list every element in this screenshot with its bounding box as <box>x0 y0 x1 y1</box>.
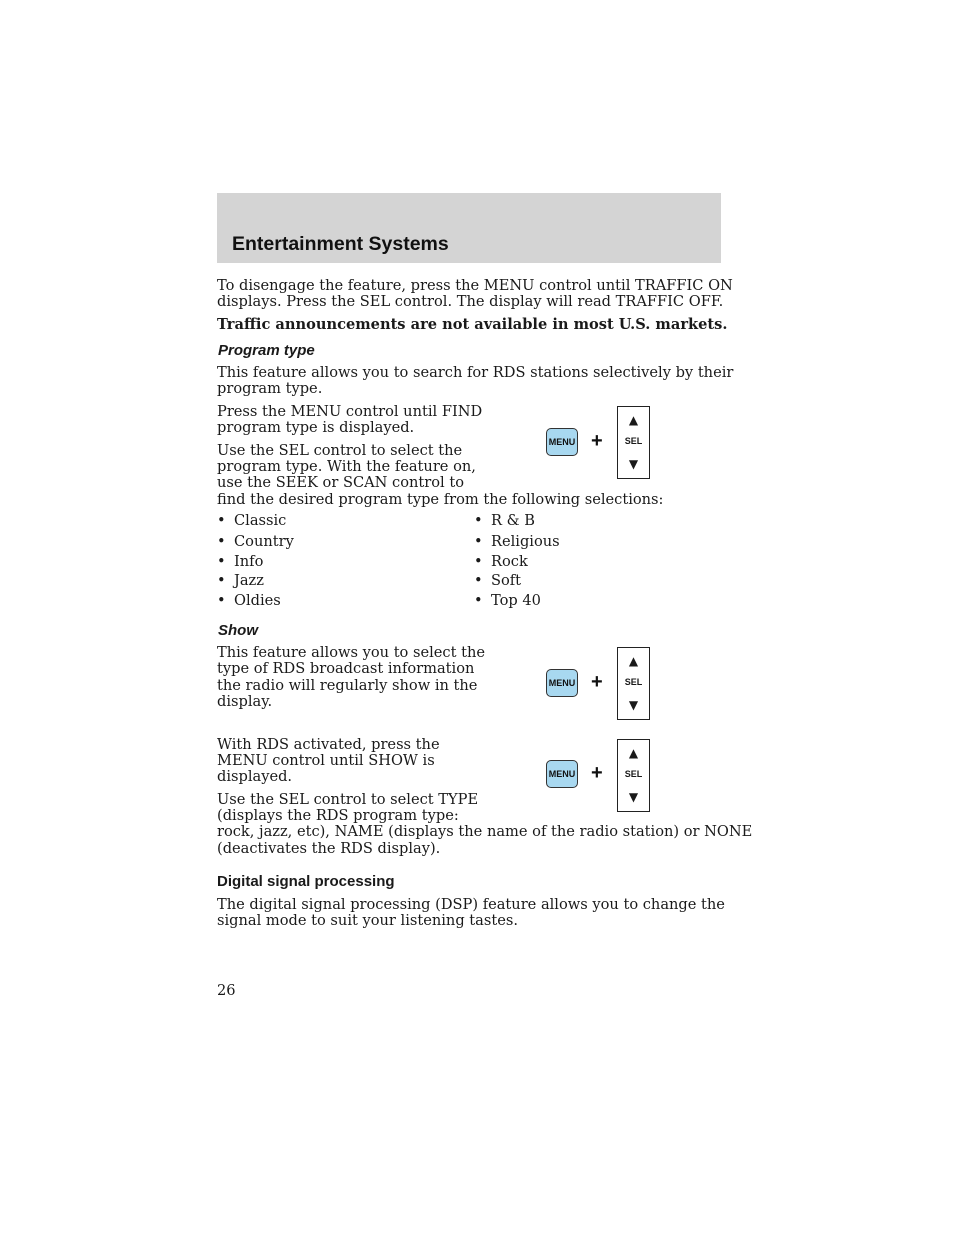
sel-control-icon <box>617 647 650 720</box>
plus-icon: + <box>591 430 603 452</box>
dsp-line-2: signal mode to suit your listening tastes. <box>217 912 518 929</box>
traffic-note: Traffic announcements are not available in most U.S. markets. <box>217 316 728 333</box>
dsp-heading: Digital signal processing <box>217 873 395 890</box>
list-item: • Oldies <box>217 592 281 609</box>
program-type-heading: Program type <box>218 342 315 359</box>
program-type-use-3: use the SEEK or SCAN control to <box>217 474 465 491</box>
sel-label: SEL <box>624 677 643 687</box>
show-use-4: (deactivates the RDS display). <box>217 840 441 857</box>
down-arrow-icon: ▼ <box>628 790 639 804</box>
down-arrow-icon: ▼ <box>628 698 639 712</box>
list-item: • Top 40 <box>474 592 541 609</box>
up-arrow-icon: ▲ <box>628 413 639 427</box>
program-type-desc-1: This feature allows you to search for RDS stations selectively by their <box>217 364 734 381</box>
intro-line-2: displays. Press the SEL control. The display will read TRAFFIC OFF. <box>217 293 724 310</box>
program-type-press-2: program type is displayed. <box>217 419 415 436</box>
program-type-press-1: Press the MENU control until FIND <box>217 403 483 420</box>
plus-icon: + <box>591 762 603 784</box>
program-type-use-1: Use the SEL control to select the <box>217 442 463 459</box>
list-item: • Religious <box>474 533 560 550</box>
show-desc-4: display. <box>217 693 273 710</box>
show-rds-3: displayed. <box>217 768 293 785</box>
show-use-3: rock, jazz, etc), NAME (displays the name of the radio station) or NONE <box>217 823 753 840</box>
menu-button-icon: MENU <box>546 428 578 456</box>
up-arrow-icon: ▲ <box>628 746 639 760</box>
program-type-desc-2: program type. <box>217 380 323 397</box>
list-item: • Rock <box>474 553 528 570</box>
show-desc-1: This feature allows you to select the <box>217 644 485 661</box>
up-arrow-icon: ▲ <box>628 654 639 668</box>
sel-label: SEL <box>624 769 643 779</box>
program-type-use-4: find the desired program type from the following selections: <box>217 491 664 508</box>
list-item: • Soft <box>474 572 522 589</box>
list-item: • Jazz <box>217 572 264 589</box>
show-desc-3: the radio will regularly show in the <box>217 677 478 694</box>
menu-button-icon: MENU <box>546 669 578 697</box>
show-rds-1: With RDS activated, press the <box>217 736 440 753</box>
show-use-1: Use the SEL control to select TYPE <box>217 791 479 808</box>
intro-line-1: To disengage the feature, press the MENU control until TRAFFIC ON <box>217 277 733 294</box>
list-item: • R & B <box>474 512 535 529</box>
list-item: • Classic <box>217 512 287 529</box>
sel-label: SEL <box>624 436 643 446</box>
show-rds-2: MENU control until SHOW is <box>217 752 435 769</box>
page-number: 26 <box>217 982 236 999</box>
down-arrow-icon: ▼ <box>628 457 639 471</box>
section-title: Entertainment Systems <box>232 233 449 255</box>
show-desc-2: type of RDS broadcast information <box>217 660 475 677</box>
sel-control-icon <box>617 406 650 479</box>
dsp-line-1: The digital signal processing (DSP) feature allows you to change the <box>217 896 725 913</box>
show-heading: Show <box>218 622 258 639</box>
list-item: • Country <box>217 533 294 550</box>
menu-button-icon: MENU <box>546 760 578 788</box>
list-item: • Info <box>217 553 264 570</box>
sel-control-icon <box>617 739 650 812</box>
program-type-use-2: program type. With the feature on, <box>217 458 476 475</box>
show-use-2: (displays the RDS program type: <box>217 807 459 824</box>
plus-icon: + <box>591 671 603 693</box>
